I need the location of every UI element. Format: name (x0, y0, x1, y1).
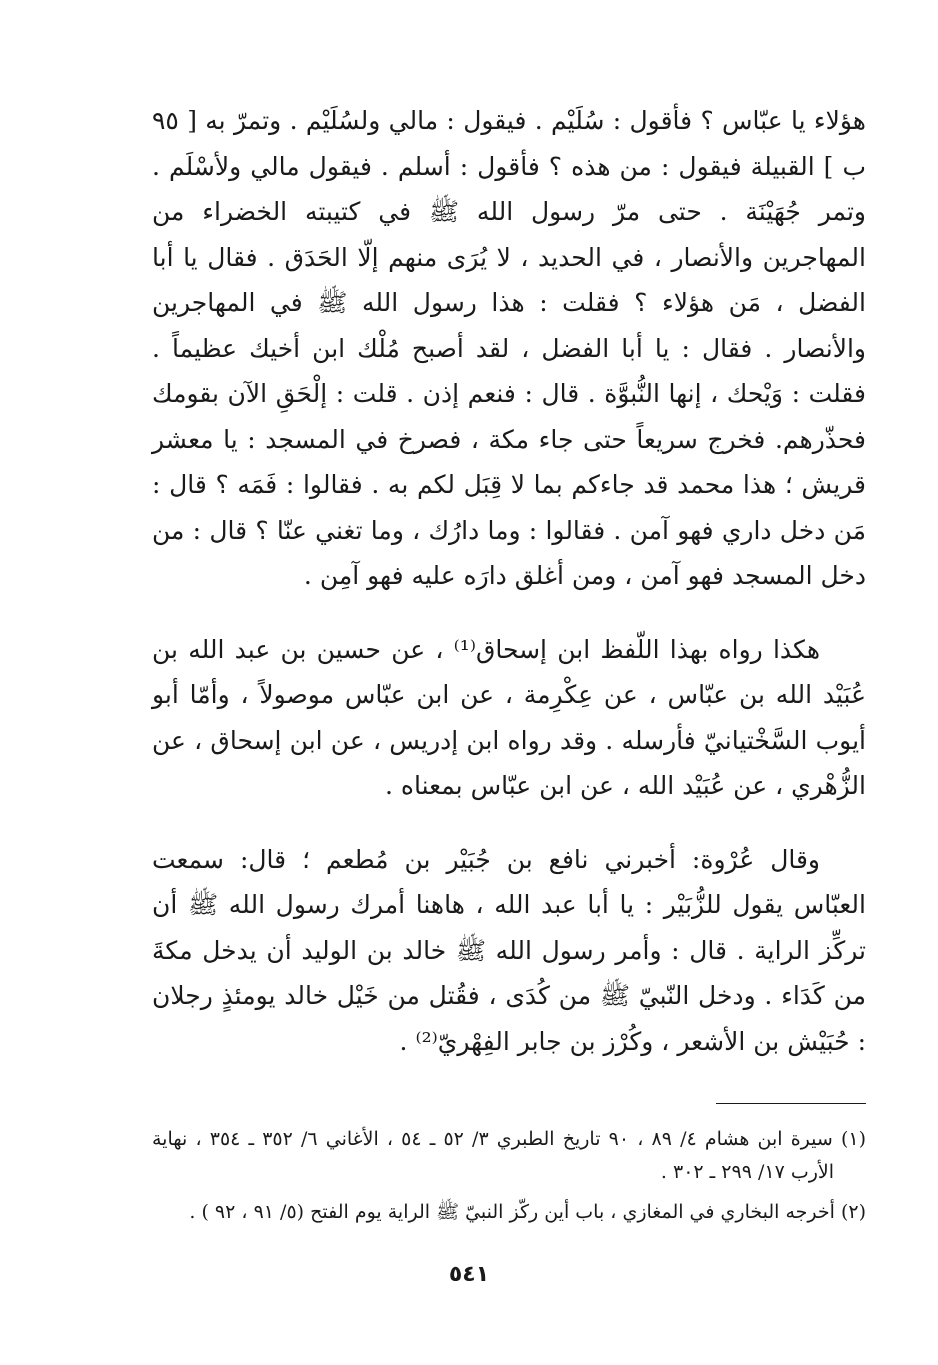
footnote-1: (١) سيرة ابن هشام ٤/ ٨٩ ، ٩٠ تاريخ الطبري ٣/ ٥٢ ـ ٥٤ ، الأغاني ٦/ ٣٥٢ ـ ٣٥٤ ، نهاية الأرب ١٧/ ٢٩٩ ـ ٣٠٢ . (152, 1128, 866, 1183)
footnotes (152, 1123, 866, 1236)
footnote-2: (٢) أخرجه البخاري في المغازي ، باب أين ركّز النبيّ ﷺ الراية يوم الفتح (٥/ ٩١ ، ٩٢ ) . (189, 1201, 866, 1223)
paragraph-urwa: وقال عُرْوة: أخبرني نافع بن جُبَيْر بن مُطعم ؛ قال: سمعت العبّاس يقول للزُّبَيْر : يا أبا عبد الله ، هاهنا أمرك رسول الله ﷺ أن تركِّز الراية . قال : وأمر رسول الله ﷺ خالد بن الوليد أن يدخل مكةَ من كَدَاء . ودخل النّبيّ ﷺ من كُدَى ، فقُتل من خَيْل خالد يومئذٍ رجلان : حُبَيْش بن الأشعر ، وكُرْز بن جابر الفِهْريّ⁽²⁾ . (152, 844, 866, 1056)
main-text (152, 98, 866, 1064)
paragraph-isnad: هكذا رواه بهذا اللّفظ ابن إسحاق⁽¹⁾ ، عن حسين بن عبد الله بن عُبَيْد الله بن عبّاس ، عن عِكْرِمة ، عن ابن عبّاس موصولاً ، وأمّا أبو أيوب السَّخْتيانيّ فأرسله . وقد رواه ابن إدريس ، عن ابن إسحاق ، عن الزُّهْري ، عن عُبَيْد الله ، عن ابن عبّاس بمعناه . (152, 634, 866, 800)
footnote-divider (716, 1103, 866, 1104)
page-number: ٥٤١ (448, 1262, 490, 1287)
paragraph-narrative: هؤلاء يا عبّاس ؟ فأقول : سُلَيْم . فيقول : مالي ولسُلَيْم . وتمرّ به [ ٩٥ ب ] القبيلة فيقول : من هذه ؟ فأقول : أسلم . فيقول مالي ولأسْلَم . وتمر جُهَيْنَة . حتى مرّ رسول الله ﷺ في كتيبته الخضراء من المهاجرين والأنصار ، في الحديد ، لا يُرَى منهم إلّا الحَدَق . فقال يا أبا الفضل ، مَن هؤلاء ؟ فقلت : هذا رسول الله ﷺ في المهاجرين والأنصار . فقال : يا أبا الفضل ، لقد أصبح مُلْك ابن أخيك عظيماً . فقلت : وَيْحك ، إنها النُّبوَّة . قال : فنعم إذن . قلت : إلْحَقِ الآن بقومك فحذّرهم. فخرج سريعاً حتى جاء مكة ، فصرخ في المسجد : يا معشر قريش ؛ هذا محمد قد جاءكم بما لا قِبَل لكم به . فقالوا : فَمَه ؟ قال : مَن دخل داري فهو آمن . فقالوا : وما دارُك ، وما تغني عنّا ؟ قال : من دخل المسجد فهو آمن ، ومن أغلق دارَه عليه فهو آمِن . (152, 106, 866, 590)
